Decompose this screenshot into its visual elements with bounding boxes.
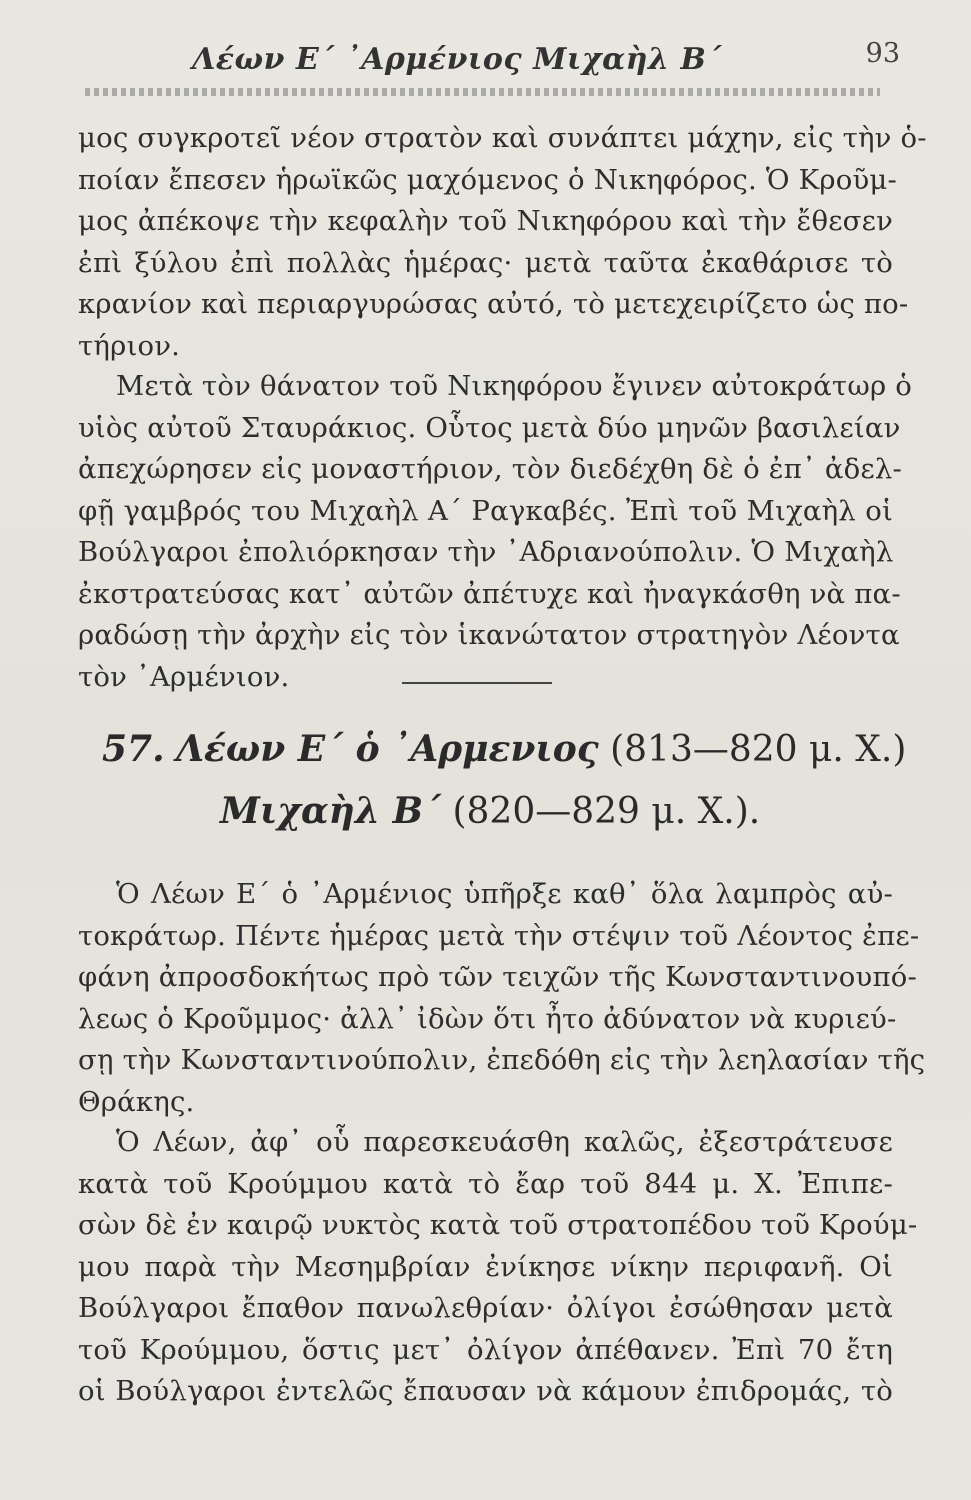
- section-heading-line-2: [220, 790, 760, 832]
- text-line: μος συγκροτεῖ νέον στρατὸν καὶ συνάπτει μάχην, εἰς τὴν ὁ-: [78, 122, 927, 154]
- text-line: ἀπεχώρησεν εἰς μοναστήριον, τὸν διεδέχθη δὲ ὁ ἐπ᾿ ἀδελ-: [78, 453, 902, 485]
- paragraph-continuation: [78, 118, 927, 367]
- ruler2-dates: (820—829 μ. Χ.).: [452, 791, 761, 832]
- paragraph-leon-emperor: [78, 874, 926, 1123]
- text-line: μου παρὰ τὴν Μεσημβρίαν ἐνίκησε νίκην περιφανῆ. Οἱ: [78, 1250, 893, 1283]
- paragraph-leon-campaign: [78, 1122, 918, 1413]
- text-line: σὼν δὲ ἐν καιρῷ νυκτὸς κατὰ τοῦ στρατοπέδου τοῦ Κρούμ-: [78, 1209, 918, 1241]
- text-line: Ὁ Λέων Ε΄ ὁ ᾿Αρμένιος ὑπῆρξε καθ᾿ ὅλα λαμπρὸς αὐ-: [116, 878, 893, 910]
- ruler1-name: Λέων Ε΄ ὁ ᾿Αρμενιος: [176, 728, 599, 770]
- text-line: τοῦ Κρούμμου, ὅστις μετ᾿ ὀλίγον ἀπέθανεν. Ἐπὶ 70 ἔτη: [78, 1333, 893, 1366]
- text-line: κρανίον καὶ περιαργυρώσας αὐτό, τὸ μετεχειρίζετο ὡς πο-: [78, 288, 909, 320]
- text-line: Θράκης.: [78, 1085, 195, 1118]
- page-number: 93: [865, 38, 900, 69]
- text-line: ραδώσῃ τὴν ἀρχὴν εἰς τὸν ἱκανώτατον στρατηγὸν Λέοντα: [78, 619, 900, 651]
- text-line: ἐπὶ ξύλου ἐπὶ πολλὰς ἡμέρας· μετὰ ταῦτα ἐκαθάρισε τὸ: [78, 246, 893, 279]
- text-line: Βούλγαροι ἔπαθον πανωλεθρίαν· ὀλίγοι ἐσώθησαν μετὰ: [78, 1292, 893, 1324]
- section-divider: [402, 682, 552, 684]
- header-dashed-rule: [85, 88, 880, 96]
- text-line: σῃ τὴν Κωνσταντινούπολιν, ἐπεδόθη εἰς τὴν λεηλασίαν τῆς: [78, 1044, 926, 1076]
- text-line: τήριον.: [78, 329, 181, 362]
- text-line: φάνη ἀπροσδοκήτως πρὸ τῶν τειχῶν τῆς Κωνσταντινουπό-: [78, 961, 917, 993]
- text-line: Μετὰ τὸν θάνατον τοῦ Νικηφόρου ἔγινεν αὐτοκράτωρ ὁ: [116, 370, 913, 402]
- text-line: υἱὸς αὐτοῦ Σταυράκιος. Οὗτος μετὰ δύο μηνῶν βασιλείαν: [78, 411, 901, 444]
- running-head: [80, 30, 900, 80]
- running-title: Λέων Ε΄ ᾿Αρμένιος Μιχαὴλ Β΄: [192, 42, 722, 77]
- text-line: μος ἀπέκοψε τὴν κεφαλὴν τοῦ Νικηφόρου καὶ τὴν ἔθεσεν: [78, 205, 893, 237]
- text-line: τοκράτωρ. Πέντε ἡμέρας μετὰ τὴν στέψιν τοῦ Λέοντος ἐπε-: [78, 919, 920, 952]
- text-line: φῇ γαμβρός του Μιχαὴλ Α΄ Ραγκαβές. Ἐπὶ τοῦ Μιχαὴλ οἱ: [78, 494, 893, 527]
- section-heading-line-1: [102, 728, 906, 770]
- text-line: ποίαν ἔπεσεν ἡρωϊκῶς μαχόμενος ὁ Νικηφόρος. Ὁ Κροῦμ-: [78, 163, 897, 196]
- ruler2-name: Μιχαὴλ Β΄: [220, 790, 442, 832]
- paragraph-stavrakios: [78, 366, 913, 698]
- text-line: οἱ Βούλγαροι ἐντελῶς ἔπαυσαν νὰ κάμουν ἐπιδρομάς, τὸ: [78, 1375, 893, 1407]
- text-line: λεως ὁ Κροῦμμος· ἀλλ᾿ ἰδὼν ὅτι ἦτο ἀδύνατον νὰ κυριεύ-: [78, 1002, 897, 1035]
- text-line: Βούλγαροι ἐπολιόρκησαν τὴν ᾿Αδριανούπολιν. Ὁ Μιχαὴλ: [78, 536, 894, 568]
- text-line: τὸν ᾿Αρμένιον.: [78, 660, 290, 693]
- text-line: Ὁ Λέων, ἀφ᾿ οὗ παρεσκευάσθη καλῶς, ἐξεστράτευσε: [116, 1126, 893, 1158]
- text-line: ἐκστρατεύσας κατ᾿ αὐτῶν ἀπέτυχε καὶ ἠναγκάσθη νὰ πα-: [78, 577, 901, 610]
- ruler1-dates: (813—820 μ. Χ.): [610, 729, 907, 770]
- section-number: 57.: [102, 728, 165, 770]
- text-line: κατὰ τοῦ Κρούμμου κατὰ τὸ ἔαρ τοῦ 844 μ. Χ. Ἐπιπε-: [78, 1167, 893, 1200]
